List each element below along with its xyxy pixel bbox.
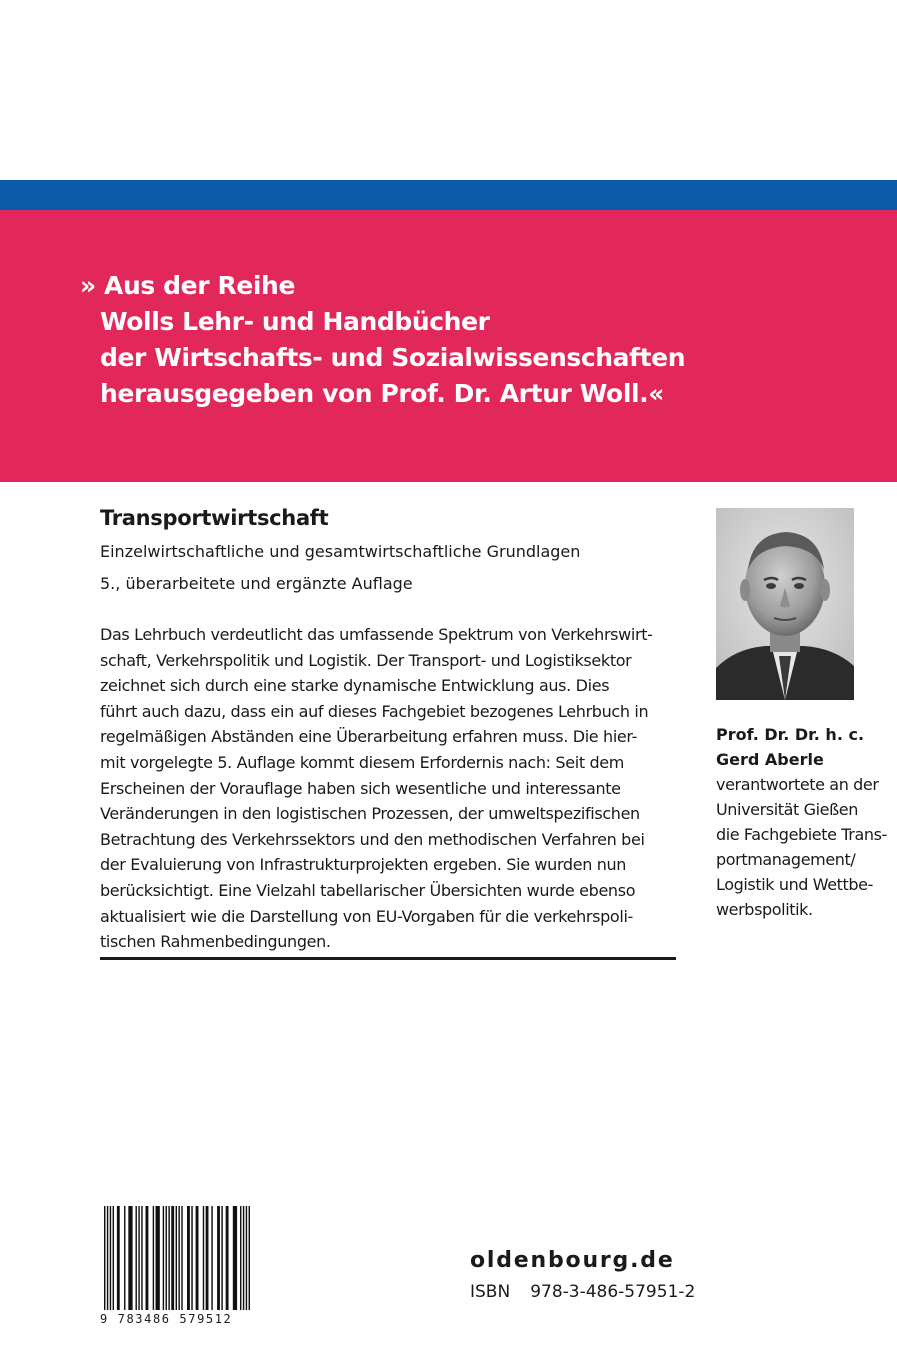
series-line: der Wirtschafts- und Sozialwissenschaften xyxy=(100,343,686,372)
barcode-bar xyxy=(156,1206,160,1310)
barcode-bar xyxy=(176,1206,177,1310)
barcode-bar xyxy=(178,1206,179,1310)
author-portrait xyxy=(716,508,854,700)
barcode-bar xyxy=(138,1206,139,1310)
barcode-bar xyxy=(128,1206,132,1310)
barcode-bar xyxy=(191,1206,192,1310)
barcode-bar xyxy=(163,1206,164,1310)
description-line: aktualisiert wie die Darstellung von EU-Vorgaben für die verkehrspoli- xyxy=(100,906,633,926)
book-description xyxy=(100,622,680,955)
top-margin xyxy=(0,0,897,180)
book-title: Transportwirtschaft xyxy=(100,506,329,530)
author-name-line: Prof. Dr. Dr. h. c. xyxy=(716,725,865,744)
barcode-bar xyxy=(217,1206,220,1310)
barcode-bar xyxy=(211,1206,212,1310)
description-line: mit vorgelegte 5. Auflage kommt diesem Erfordernis nach: Seit dem xyxy=(100,752,625,772)
series-line: herausgegeben von Prof. Dr. Artur Woll.« xyxy=(100,379,665,408)
barcode-bar xyxy=(233,1206,237,1310)
barcode-bar xyxy=(221,1206,222,1310)
barcode-bar xyxy=(196,1206,199,1310)
description-line: berücksichtigt. Eine Vielzahl tabellarischer Übersichten wurde ebenso xyxy=(100,880,636,900)
description-line: schaft, Verkehrspolitik und Logistik. Der Transport- und Logistiksektor xyxy=(100,650,632,670)
author-portrait-image xyxy=(716,508,854,700)
barcode-bar xyxy=(124,1206,125,1310)
barcode-bar xyxy=(107,1206,108,1310)
series-quote xyxy=(80,268,840,412)
description-line: regelmäßigen Abständen eine Überarbeitung erfahren muss. Die hier- xyxy=(100,727,638,747)
barcode-bar xyxy=(249,1206,250,1310)
description-line: führt auch dazu, dass ein auf dieses Fachgebiet bezogenes Lehrbuch in xyxy=(100,701,649,721)
isbn-label: ISBN xyxy=(470,1282,511,1302)
barcode-bar xyxy=(168,1206,169,1310)
barcode-bar xyxy=(171,1206,174,1310)
divider-rule xyxy=(100,957,676,960)
barcode-bar xyxy=(206,1206,209,1310)
description-line: zeichnet sich durch eine starke dynamische Entwicklung aus. Dies xyxy=(100,676,610,696)
barcode-bar xyxy=(110,1206,111,1310)
barcode-bar xyxy=(166,1206,167,1310)
barcode-bar xyxy=(141,1206,142,1310)
barcode-bar xyxy=(203,1206,204,1310)
author-bio-line: Universität Gießen xyxy=(716,800,858,819)
book-edition: 5., überarbeitete und ergänzte Auflage xyxy=(100,574,413,593)
barcode-digits: 9 783486 579512 xyxy=(100,1312,233,1326)
author-bio-line: die Fachgebiete Trans- xyxy=(716,825,887,844)
description-line: Erscheinen der Vorauflage haben sich wesentliche und interessante xyxy=(100,778,621,798)
publisher-url[interactable]: oldenbourg.de xyxy=(470,1248,675,1273)
author-bio-line: verantwortete an der xyxy=(716,775,879,794)
barcode-bar xyxy=(240,1206,241,1310)
description-line: Das Lehrbuch verdeutlicht das umfassende Spektrum von Verkehrswirt- xyxy=(100,625,653,644)
barcode-bars xyxy=(102,1206,252,1310)
author-name xyxy=(716,723,864,772)
author-bio-line: werbspolitik. xyxy=(716,900,813,919)
description-line: der Evaluierung von Infrastrukturprojekten ergeben. Sie wurden nun xyxy=(100,855,627,875)
author-name-line: Gerd Aberle xyxy=(716,749,824,769)
isbn-value: 978-3-486-57951-2 xyxy=(530,1282,696,1302)
barcode-bar xyxy=(153,1206,154,1310)
barcode-bar xyxy=(187,1206,190,1310)
barcode-bar xyxy=(226,1206,229,1310)
description-line: Veränderungen in den logistischen Prozessen, der umweltspezifischen xyxy=(100,804,640,824)
barcode-bar xyxy=(246,1206,247,1310)
blue-stripe xyxy=(0,180,897,210)
barcode-bar xyxy=(135,1206,136,1310)
barcode-bar xyxy=(113,1206,114,1310)
description-line: Betrachtung des Verkehrssektors und den methodischen Verfahren bei xyxy=(100,829,645,849)
author-bio xyxy=(716,772,891,922)
barcode-bar xyxy=(243,1206,244,1310)
series-line: Wolls Lehr- und Handbücher xyxy=(100,307,490,336)
barcode-bar xyxy=(104,1206,105,1310)
barcode-bar xyxy=(117,1206,120,1310)
barcode-bar xyxy=(146,1206,149,1310)
series-line: » Aus der Reihe xyxy=(80,271,295,300)
barcode xyxy=(102,1206,252,1318)
author-bio-line: portmanagement/ xyxy=(716,850,856,869)
author-bio-line: Logistik und Wettbe- xyxy=(716,875,874,894)
book-subtitle: Einzelwirtschaftliche und gesamtwirtschaftliche Grundlagen xyxy=(100,542,581,561)
description-line: tischen Rahmenbedingungen. xyxy=(100,932,331,952)
barcode-bar xyxy=(181,1206,182,1310)
isbn xyxy=(470,1282,695,1302)
